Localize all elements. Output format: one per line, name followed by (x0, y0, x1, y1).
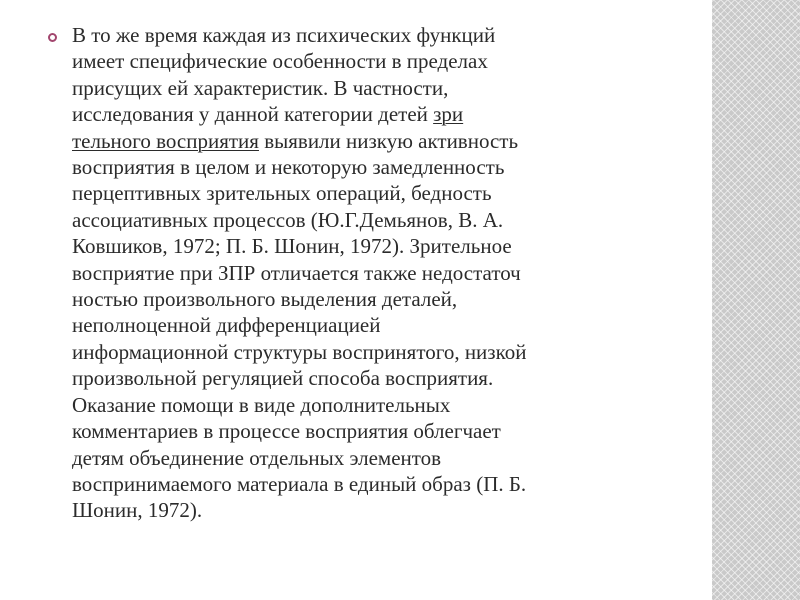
text-line: ностью произвольного выделения деталей, (72, 287, 458, 312)
text-line: восприятия в целом и некоторую замедленность (72, 155, 505, 180)
text-line: воспринимаемого материала в единый образ (П. Б. (72, 471, 527, 496)
slide-content (48, 22, 660, 524)
text-line: информационной структуры воспринятого, низкой (72, 339, 527, 364)
text-line: Ковшиков, 1972; П. Б. Шонин, 1972). Зрительное (72, 234, 512, 259)
text-line: имеет специфические особенности в пределах (72, 49, 488, 74)
bullet-item (48, 22, 660, 524)
text-line: Шонин, 1972). (72, 498, 203, 523)
text-line: комментариев в процессе восприятия облегчает (72, 419, 501, 444)
text-line: Оказание помощи в виде дополнительных (72, 392, 451, 417)
text-line: присущих ей характеристик. В частности, (72, 75, 449, 100)
text-line: неполноценной дифференциацией (72, 313, 381, 338)
bullet-paragraph (72, 22, 660, 524)
text-line: перцептивных зрительных операций, бедность (72, 181, 492, 206)
text-line: детям объединение отдельных элементов (72, 445, 442, 470)
text-line: В то же время каждая из психических функций (72, 23, 496, 47)
text-segment: выявили низкую активность (258, 128, 519, 153)
underlined-word: зри (433, 102, 464, 127)
text-line (72, 128, 660, 154)
text-segment: исследования у данной категории детей (72, 102, 434, 127)
underlined-word: тельного восприятия (72, 128, 259, 153)
text-line: восприятие при ЗПР отличается также недостаточ (72, 260, 521, 285)
circle-bullet-icon (48, 33, 57, 42)
text-line (72, 101, 660, 127)
decorative-side-band (712, 0, 800, 600)
text-line: произвольной регуляцией способа восприятия. (72, 366, 494, 391)
text-line: ассоциативных процессов (Ю.Г.Демьянов, В. А. (72, 207, 504, 232)
